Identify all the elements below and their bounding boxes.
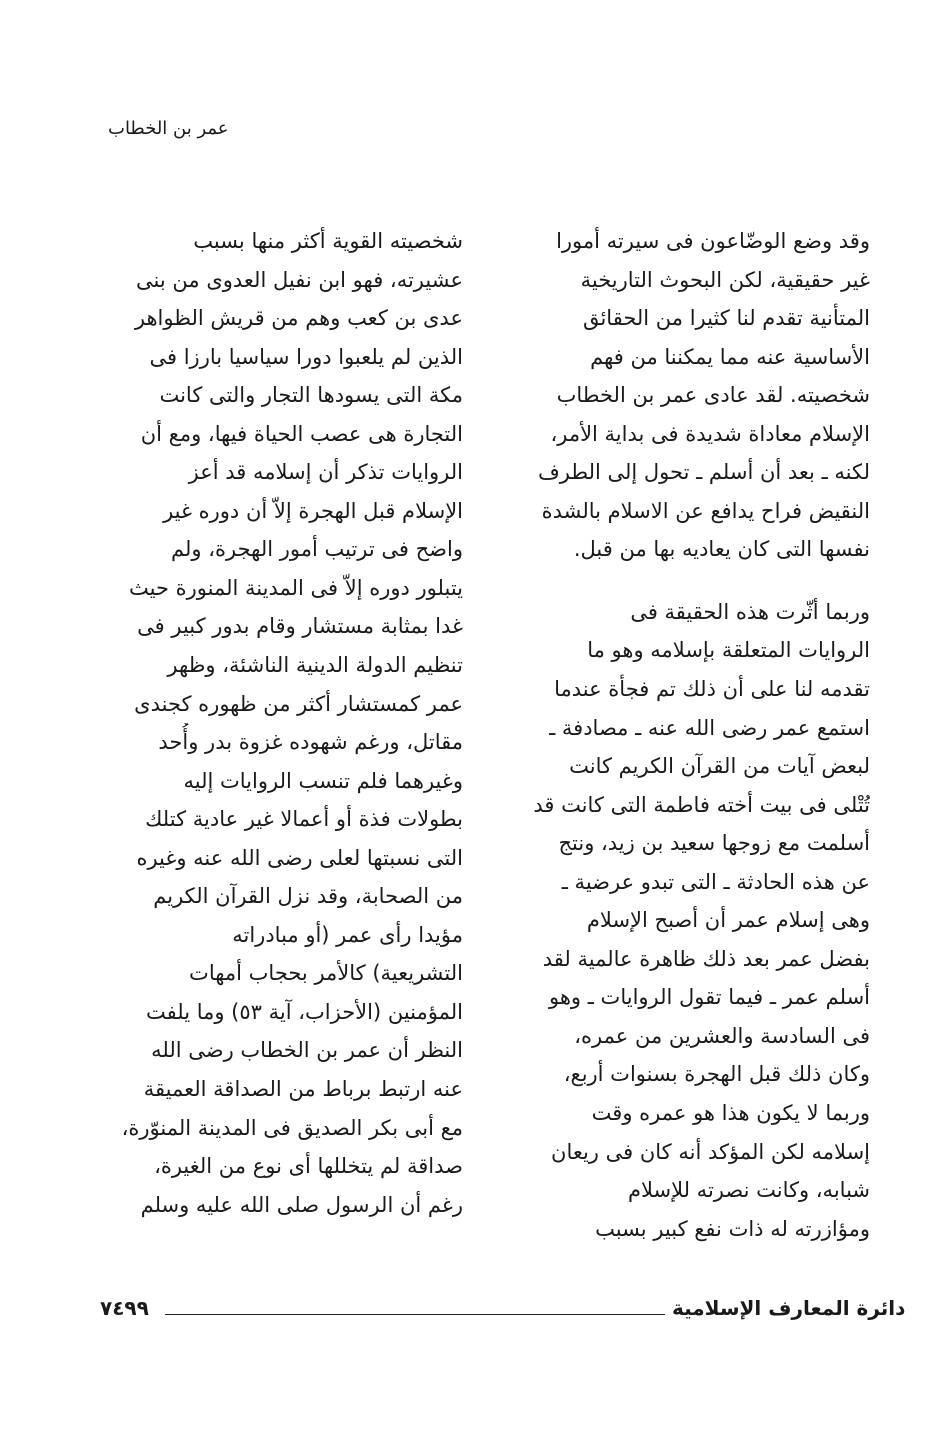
- text-line: وهى إسلام عمر أن أصبح الإسلام: [586, 908, 870, 933]
- right-column: [517, 222, 870, 1248]
- text-line: شخصيته. لقد عادى عمر بن الخطاب: [556, 383, 870, 408]
- text-line: مؤيدا رأى عمر (أو مبادراته: [232, 922, 463, 947]
- text-line: عنه ارتبط برباط من الصداقة العميقة: [143, 1077, 463, 1102]
- text-line: مكة التى يسودها التجار والتى كانت: [159, 383, 463, 408]
- text-line: شبابه، وكانت نصرته للإسلام: [627, 1178, 870, 1203]
- text-line: عشيرته، فهو ابن نفيل العدوى من بنى: [136, 267, 463, 292]
- text-line: واضح فى ترتيب أمور الهجرة، ولم: [171, 537, 463, 562]
- text-line: عدى بن كعب وهم من قريش الظواهر: [134, 306, 463, 331]
- footer-divider: [165, 1314, 665, 1315]
- running-header: عمر بن الخطاب: [108, 118, 229, 139]
- text-line: الروايات المتعلقة بإسلامه وهو ما: [587, 638, 870, 663]
- text-line: لكنه ـ بعد أن أسلم ـ تحول إلى الطرف: [538, 460, 870, 485]
- text-line: غير حقيقية، لكن البحوث التاريخية: [580, 267, 870, 292]
- text-line: رغم أن الرسول صلى الله عليه وسلم: [140, 1192, 463, 1217]
- text-line: نفسها التى كان يعاديه بها من قبل.: [573, 537, 870, 562]
- text-line: تنظيم الدولة الدينية الناشئة، وظهر: [167, 653, 463, 678]
- text-line: المتأنية تقدم لنا كثيرا من الحقائق: [582, 306, 870, 331]
- text-line: مع أبى بكر الصديق فى المدينة المنوّرة،: [121, 1115, 463, 1140]
- text-line: المؤمنين (الأحزاب، آية ٥٣) وما يلفت: [146, 999, 463, 1024]
- text-line: الأساسية عنه مما يمكننا من فهم: [590, 344, 870, 369]
- text-line: يتبلور دوره إلاّ فى المدينة المنورة حيث: [129, 575, 463, 600]
- footer-book-title: دائرة المعارف الإسلامية: [672, 1296, 906, 1320]
- text-line: مقاتل، ورغم شهوده غزوة بدر وأُحد: [158, 730, 463, 755]
- text-line: لبعض آيات من القرآن الكريم كانت: [569, 754, 870, 779]
- text-line: استمع عمر رضى الله عنه ـ مصادفة ـ: [549, 715, 870, 740]
- text-line: من الصحابة، وقد نزل القرآن الكريم: [153, 884, 463, 909]
- text-line: أسلم عمر ـ فيما تقول الروايات ـ وهو: [548, 985, 870, 1010]
- text-line: التجارة هى عصب الحياة فيها، ومع أن: [140, 421, 463, 446]
- text-line: التشريعية) كالأمر بحجاب أمهات: [189, 961, 463, 986]
- text-line: وقد وضع الوضّاعون فى سيرته أمورا: [556, 229, 870, 253]
- page-number: ٧٤٩٩: [100, 1296, 149, 1320]
- text-line: أسلمت مع زوجها سعيد بن زيد، ونتج: [558, 831, 870, 856]
- text-line: شخصيته القوية أكثر منها بسبب: [193, 229, 463, 253]
- text-line: ومؤازرته له ذات نفع كبير بسبب: [595, 1216, 870, 1241]
- text-line: تُتْلى فى بيت أخته فاطمة التى كانت قد: [533, 792, 870, 817]
- text-line: إسلامه لكن المؤكد أنه كان فى ريعان: [551, 1139, 870, 1164]
- paragraph-break: [517, 569, 870, 593]
- text-line: النقيض فراح يدافع عن الاسلام بالشدة: [541, 498, 870, 523]
- text-line: غدا بمثابة مستشار وقام بدور كبير فى: [137, 614, 463, 639]
- text-line: بطولات فذة أو أعمالا غير عادية كتلك: [145, 807, 463, 832]
- text-line: النظر أن عمر بن الخطاب رضى الله: [151, 1038, 463, 1063]
- text-line: وربما أثّرت هذه الحقيقة فى: [630, 599, 870, 624]
- text-line: تقدمه لنا على أن ذلك تم فجأة عندما: [554, 677, 870, 702]
- text-line: وكان ذلك قبل الهجرة بسنوات أربع،: [563, 1062, 870, 1087]
- text-line: صداقة لم يتخللها أى نوع من الغيرة،: [154, 1154, 463, 1179]
- text-line: الإسلام قبل الهجرة إلاّ أن دوره غير: [163, 498, 463, 523]
- text-line: وربما لا يكون هذا هو عمره وقت: [591, 1101, 870, 1126]
- text-line: فى السادسة والعشرين من عمره،: [574, 1023, 870, 1048]
- text-line: الذين لم يلعبوا دورا سياسيا بارزا فى: [149, 344, 463, 369]
- text-line: التى نسبتها لعلى رضى الله عنه وغيره: [136, 845, 463, 870]
- text-line: وغيرهما فلم تنسب الروايات إليه: [183, 768, 463, 793]
- text-line: عن هذه الحادثة ـ التى تبدو عرضية ـ: [561, 869, 870, 894]
- text-line: الروايات تذكر أن إسلامه قد أعز: [188, 460, 463, 485]
- text-line: عمر كمستشار أكثر من ظهوره كجندى: [134, 691, 463, 716]
- left-column: [109, 222, 463, 1224]
- text-line: بفضل عمر بعد ذلك ظاهرة عالمية لقد: [542, 946, 870, 971]
- text-line: الإسلام معاداة شديدة فى بداية الأمر،: [550, 421, 870, 446]
